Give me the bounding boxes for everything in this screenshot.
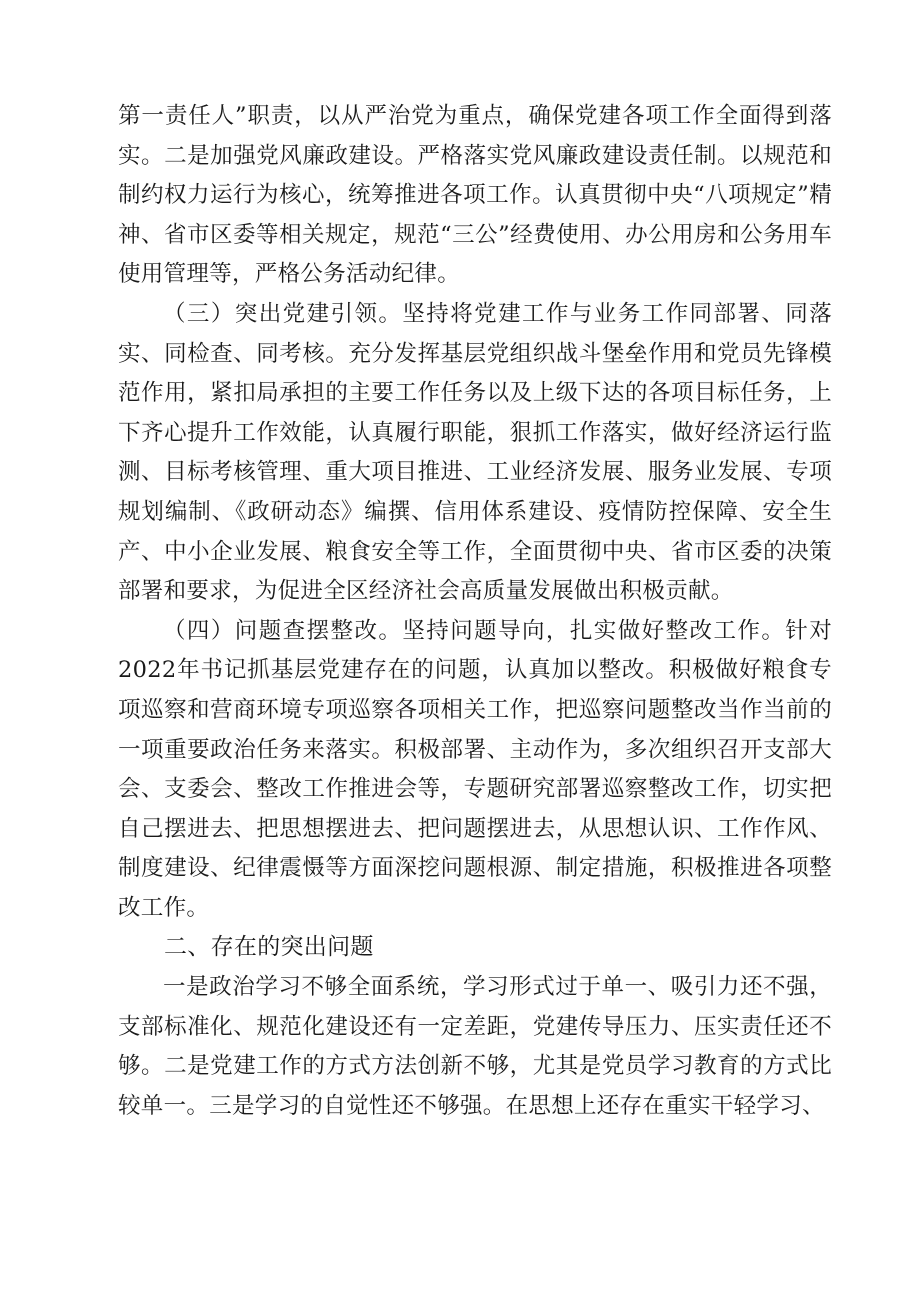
paragraph-existing-problems: 一是政治学习不够全面系统，学习形式过于单一、吸引力还不强，支部标准化、规范化建设还有一定差距，党建传导压力、压实责任还不够。二是党建工作的方式方法创新不够，尤其是党员学习教育的方式比较单一。三是学习的自觉性还不够强。在思想上还存在重实干轻学习、 <box>118 974 832 1119</box>
section-heading: 二、存在的突出问题 <box>164 934 374 961</box>
paragraph-problem-rectification: （四）问题查摆整改。坚持问题导向，扎实做好整改工作。针对2022年书记抓基层党建存在的问题，认真加以整改。积极做好粮食专项巡察和营商环境专项巡察各项相关工作，把巡察问题整改当作当前的一项重要政治任务来落实。积极部署、主动作为，多次组织召开支部大会、支委会、整改工作推进会等，专题研究部署巡察整改工作，切实把自己摆进去、把思想摆进去、把问题摆进去，从思想认识、工作作风、制度建设、纪律震慑等方面深挖问题根源、制定措施，积极推进各项整改工作。 <box>118 617 832 921</box>
paragraph-party-building-lead: （三）突出党建引领。坚持将党建工作与业务工作同部署、同落实、同检查、同考核。充分发挥基层党组织战斗堡垒作用和党员先锋模范作用，紧扣局承担的主要工作任务以及上级下达的各项目标任务，上下齐心提升工作效能，认真履行职能，狠抓工作落实，做好经济运行监测、目标考核管理、重大项目推进、工业经济发展、服务业发展、专项规划编制、《政研动态》编撰、信用体系建设、疫情防控保障、安全生产、中小企业发展、粮食安全等工作，全面贯彻中央、省市区委的决策部署和要求，为促进全区经济社会高质量发展做出积极贡献。 <box>118 300 832 605</box>
document-body <box>118 97 832 1126</box>
paragraph-responsibility: 第一责任人”职责，以从严治党为重点，确保党建各项工作全面得到落实。二是加强党风廉政建设。严格落实党风廉政建设责任制。以规范和制约权力运行为核心，统筹推进各项工作。认真贯彻中央“八项规定”精神、省市区委等相关规定，规范“三公”经费使用、办公用房和公务用车使用管理等，严格公务活动纪律。 <box>118 103 832 288</box>
